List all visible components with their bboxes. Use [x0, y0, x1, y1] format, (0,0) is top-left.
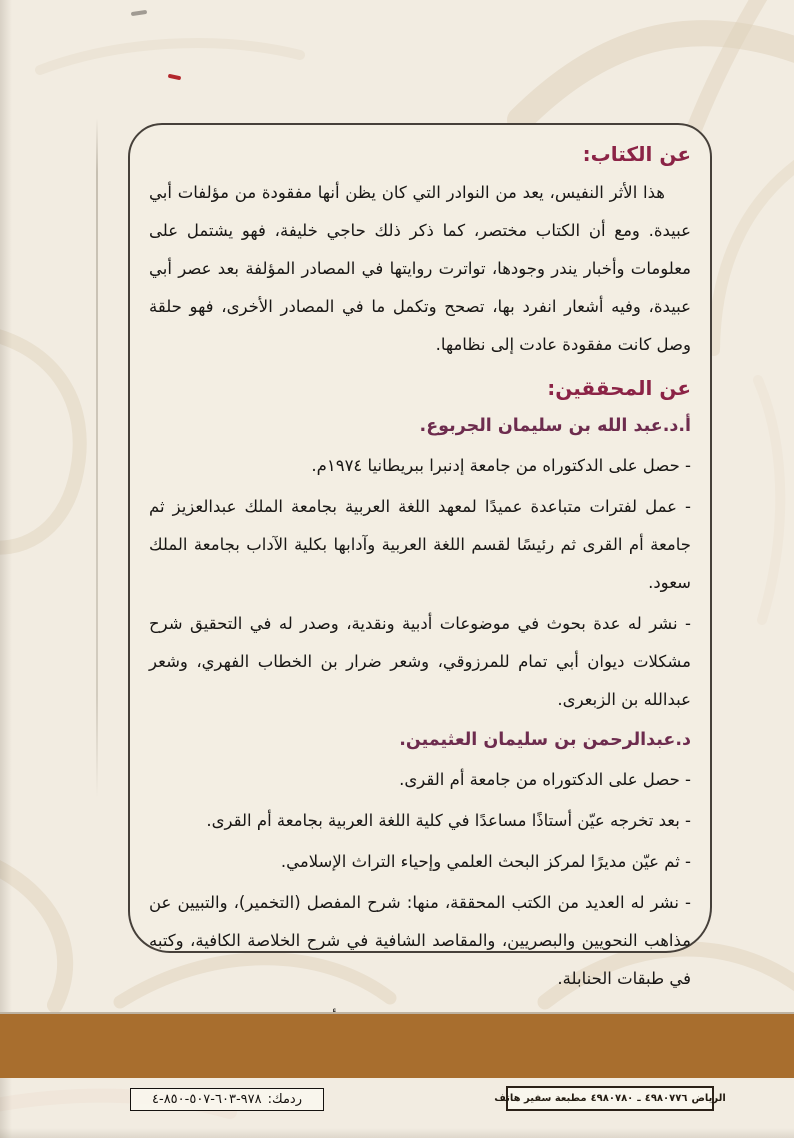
editor1-name: أ.د.عبد الله بن سليمان الجربوع. [419, 416, 691, 436]
brown-band [0, 1012, 794, 1078]
editor2-point-1: - حصل على الدكتوراه من جامعة أم القرى. [399, 770, 691, 789]
editor2-point-3: - ثم عيّن مديرًا لمركز البحث العلمي وإحياء التراث الإسلامي. [280, 852, 691, 871]
isbn-number: ٩٧٨-٦٠٣-٥٠٧-٨٥٠-٤ [152, 1092, 262, 1107]
page-crease-line [96, 118, 98, 798]
page-edge-shadow-bottom [0, 1128, 794, 1138]
about-book-heading: عن الكتاب: [582, 142, 691, 166]
editor1-point-2: - عمل لفترات متباعدة عميدًا لمعهد اللغة العربية بجامعة الملك عبدالعزيز ثم جامعة أم القرى ثم رئيسًا لقسم اللغة العربية وآدابها بكلية الآداب بجامعة الملك سعود. [149, 497, 691, 592]
editor2-name: د.عبدالرحمن بن سليمان العثيمين. [399, 730, 691, 750]
text-panel [128, 123, 712, 988]
press-name: مطبعة سفير هاتف [494, 1093, 587, 1104]
editor1-point-3: - نشر له عدة بحوث في موضوعات أدبية ونقدية، وصدر له في التحقيق شرح مشكلات ديوان أبي تمام للمرزوقي، وشعر ضرار بن الخطاب الفهري، وشعر عبدالله بن الزبعرى. [149, 614, 691, 709]
phone-separator: ـ [637, 1093, 641, 1104]
city-name: الرياض [691, 1093, 726, 1104]
printer-box [494, 1086, 726, 1111]
isbn-label: ردمك: [267, 1092, 302, 1107]
phone-number-1: ٤٩٨٠٧٨٠ [590, 1093, 634, 1104]
phone-number-2: ٤٩٨٠٧٧٦ [644, 1093, 688, 1104]
editor2-point-2: - بعد تخرجه عيّن أستاذًا مساعدًا في كلية اللغة العربية بجامعة أم القرى. [206, 811, 691, 830]
about-editors-heading: عن المحققين: [547, 376, 691, 400]
isbn-box [130, 1088, 324, 1111]
editor2-point-4: - نشر له العديد من الكتب المحققة، منها: شرح المفصل (التخمير)، والتبيين عن مذاهب النحويين والبصريين، والمقاصد الشافية في شرح الخلاصة الكافية، وكتبه في طبقات الحنابلة. [149, 893, 691, 988]
page-edge-shadow-left [0, 0, 12, 1138]
about-book-paragraph: هذا الأثر النفيس، يعد من النوادر التي كان يظن أنها مفقودة من مؤلفات أبي عبيدة. ومع أن الكتاب مختصر، كما ذكر ذلك حاجي خليفة، فهو يشتمل على معلومات وأخبار يندر وجودها، تواترت روايتها في المصادر المؤلفة بعد عصر أبي عبيدة، وفيه أشعار انفرد بها، تصحح وتكمل ما في المصادر الأخرى، فهو حلقة وصل كانت مفقودة عادت إلى نظامها. [149, 183, 691, 354]
editor1-point-1: - حصل على الدكتوراه من جامعة إدنبرا ببريطانيا ١٩٧٤م. [311, 456, 691, 475]
